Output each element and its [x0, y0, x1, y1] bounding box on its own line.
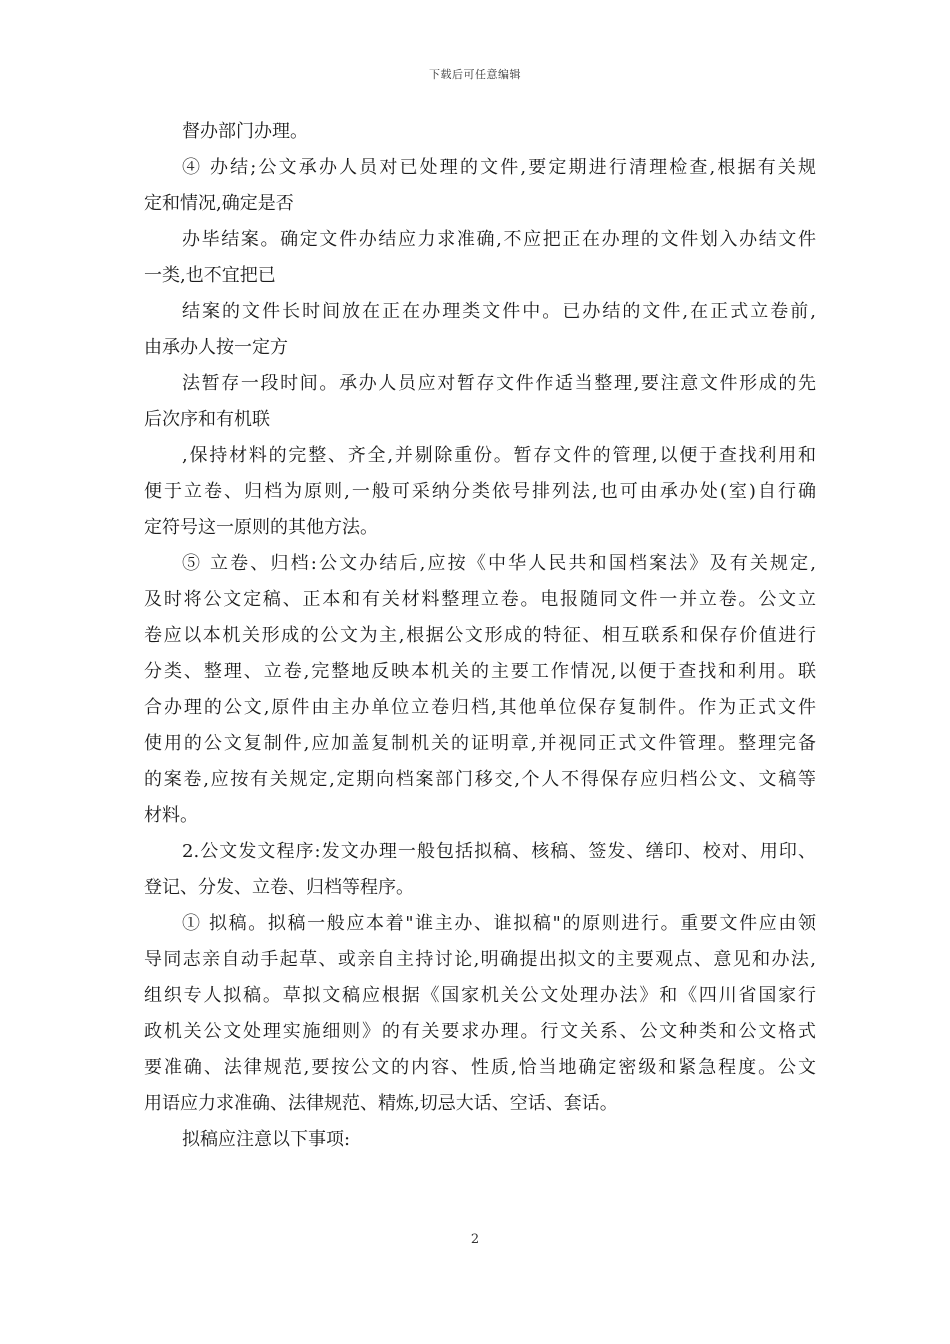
text-line: 组织专人拟稿。草拟文稿应根据《国家机关公文处理办法》和《四川省国家行 [144, 985, 816, 1006]
text-line: 后次序和有机联 [144, 409, 270, 430]
text-line: 督办部门办理。 [182, 121, 308, 142]
text-line: 登记、分发、立卷、归档等程序。 [144, 877, 414, 898]
text-line: 便于立卷、归档为原则,一般可采纳分类依号排列法,也可由承办处(室)自行确 [144, 481, 816, 502]
text-line: 导同志亲自动手起草、或亲自主持讨论,明确提出拟文的主要观点、意见和办法, [144, 949, 816, 970]
text-line: 分类、整理、立卷,完整地反映本机关的主要工作情况,以便于查找和利用。联 [144, 661, 816, 682]
text-line: 用语应力求准确、法律规范、精炼,切忌大话、空话、套话。 [144, 1093, 618, 1114]
text-line: 定符号这一原则的其他方法。 [144, 517, 378, 538]
text-line: 的案卷,应按有关规定,定期向档案部门移交,个人不得保存应归档公文、文稿等 [144, 769, 816, 790]
text-line: 使用的公文复制件,应加盖复制机关的证明章,并视同正式文件管理。整理完备 [144, 733, 816, 754]
text-line: 卷应以本机关形成的公文为主,根据公文形成的特征、相互联系和保存价值进行 [144, 625, 816, 646]
text-line: 结案的文件长时间放在正在办理类文件中。已办结的文件,在正式立卷前, [182, 301, 816, 322]
text-line: 材料。 [144, 805, 198, 826]
text-line: 2.公文发文程序:发文办理一般包括拟稿、核稿、签发、缮印、校对、用印、 [182, 841, 816, 862]
text-line: 及时将公文定稿、正本和有关材料整理立卷。电报随同文件一并立卷。公文立 [144, 589, 816, 610]
text-line: ⑤ 立卷、归档:公文办结后,应按《中华人民共和国档案法》及有关规定, [182, 553, 816, 574]
page-number: 2 [470, 1232, 480, 1247]
text-line: 一类,也不宜把已 [144, 265, 276, 286]
text-line: 由承办人按一定方 [144, 337, 288, 358]
text-line: ,保持材料的完整、齐全,并剔除重份。暂存文件的管理,以便于查找利用和 [182, 445, 816, 466]
document-body [144, 114, 816, 1158]
text-line: 办毕结案。确定文件办结应力求准确,不应把正在办理的文件划入办结文件 [182, 229, 816, 250]
text-line: 政机关公文处理实施细则》的有关要求办理。行文关系、公文种类和公文格式 [144, 1021, 816, 1042]
text-line: 要准确、法律规范,要按公文的内容、性质,恰当地确定密级和紧急程度。公文 [144, 1057, 816, 1078]
text-line: 法暂存一段时间。承办人员应对暂存文件作适当整理,要注意文件形成的先 [182, 373, 816, 394]
text-line: ① 拟稿。拟稿一般应本着"谁主办、谁拟稿"的原则进行。重要文件应由领 [182, 913, 816, 934]
text-line: 定和情况,确定是否 [144, 193, 294, 214]
text-line: 合办理的公文,原件由主办单位立卷归档,其他单位保存复制件。作为正式文件 [144, 697, 816, 718]
page-header: 下载后可任意编辑 [429, 68, 521, 81]
text-line: 拟稿应注意以下事项: [182, 1129, 351, 1150]
text-line: ④ 办结;公文承办人员对已处理的文件,要定期进行清理检查,根据有关规 [182, 157, 816, 178]
